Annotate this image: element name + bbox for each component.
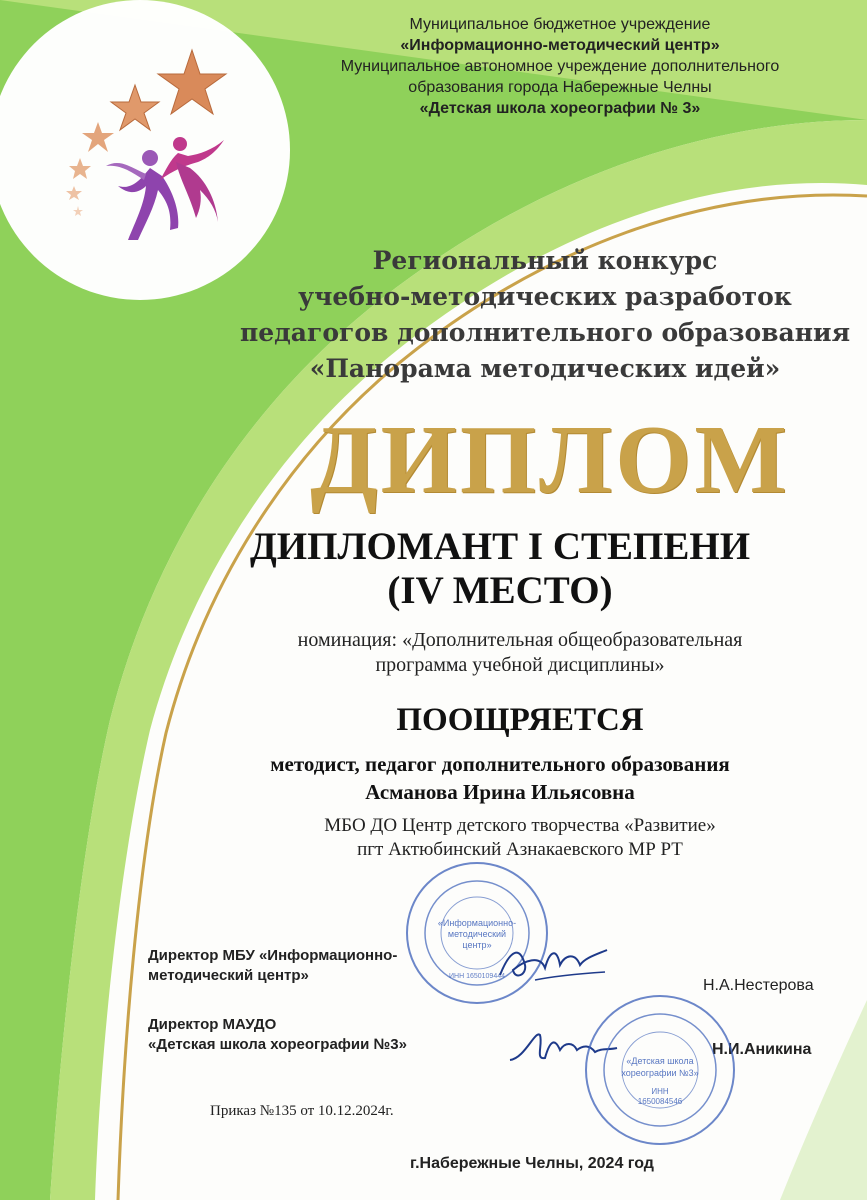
signature-block-school [148,1015,407,1055]
star-icon [111,85,159,130]
recipient-name: Асманова Ирина Ильясовна [365,780,635,804]
recipient-organization [200,814,840,862]
competition-line: учебно-методических разработок [298,282,792,311]
order-reference: Приказ №135 от 10.12.2024г. [210,1103,394,1119]
diploma-title: ДИПЛОМ [310,406,790,514]
competition-line: Региональный конкурс [372,246,718,275]
signer-title: Директор МАУДО [148,1016,277,1033]
recipient [150,750,850,806]
stars-and-dancers-logo [40,40,240,260]
star-icon [66,186,82,200]
stamp-inn: 1650084546 [637,1097,683,1106]
header-line: «Информационно-методический центр» [400,37,720,54]
stamp-center-line: центр» [462,940,492,950]
school-stamp [575,990,745,1150]
header-line: Муниципальное автономное учреждение дополнительного [340,58,780,75]
competition-line: педагогов дополнительного образования [239,318,851,347]
degree-line: ДИПЛОМАНТ I СТЕПЕНИ [249,525,751,568]
organization-line: МБО ДО Центр детского творчества «Развитие» [324,815,716,836]
signer-name: Н.И.Аникина [712,1041,812,1058]
nomination [190,628,850,678]
place-line: (IV МЕСТО) [387,569,613,612]
city-and-year: г.Набережные Челны, 2024 год [410,1155,654,1172]
recipient-position: методист, педагог дополнительного образования [270,752,730,776]
nomination-line: программа учебной дисциплины» [375,654,665,676]
issuer-header [300,14,820,119]
organization-line: пгт Актюбинский Азнакаевского МР РТ [357,839,683,860]
stamp-inn: ИНН 1650109444 [448,973,506,980]
header-line: образования города Набережные Челны [408,79,712,96]
stamp-center-line: «Детская школа [626,1056,694,1066]
signer-name: Н.А.Нестерова [703,977,814,994]
stamp-center-line: методический [447,929,507,939]
dancers-icon [106,137,224,240]
signature-block-imc [148,946,397,986]
star-icon [73,206,83,216]
competition-line: «Панорама методических идей» [309,354,781,383]
header-line: «Детская школа хореографии № 3» [419,100,701,117]
stamp-center-line: «Информационно- [437,918,517,928]
signer-title: Директор МБУ «Информационно- [148,947,398,964]
stamp-inn-label: ИНН [651,1087,669,1096]
star-icon [69,158,91,179]
nomination-line: номинация: «Дополнительная общеобразовательная [297,629,743,651]
header-line: Муниципальное бюджетное учреждение [409,16,711,33]
signature-scribble [495,930,615,990]
stamp-center-line: хореографии №3» [621,1068,699,1078]
degree-title [150,525,850,613]
signer-title: «Детская школа хореографии №3» [148,1036,407,1053]
signer-title: методический центр» [148,967,309,984]
star-icon [82,122,114,152]
star-icon [158,50,226,114]
award-word: ПООЩРЯЕТСЯ [396,702,644,738]
competition-title [230,243,860,387]
